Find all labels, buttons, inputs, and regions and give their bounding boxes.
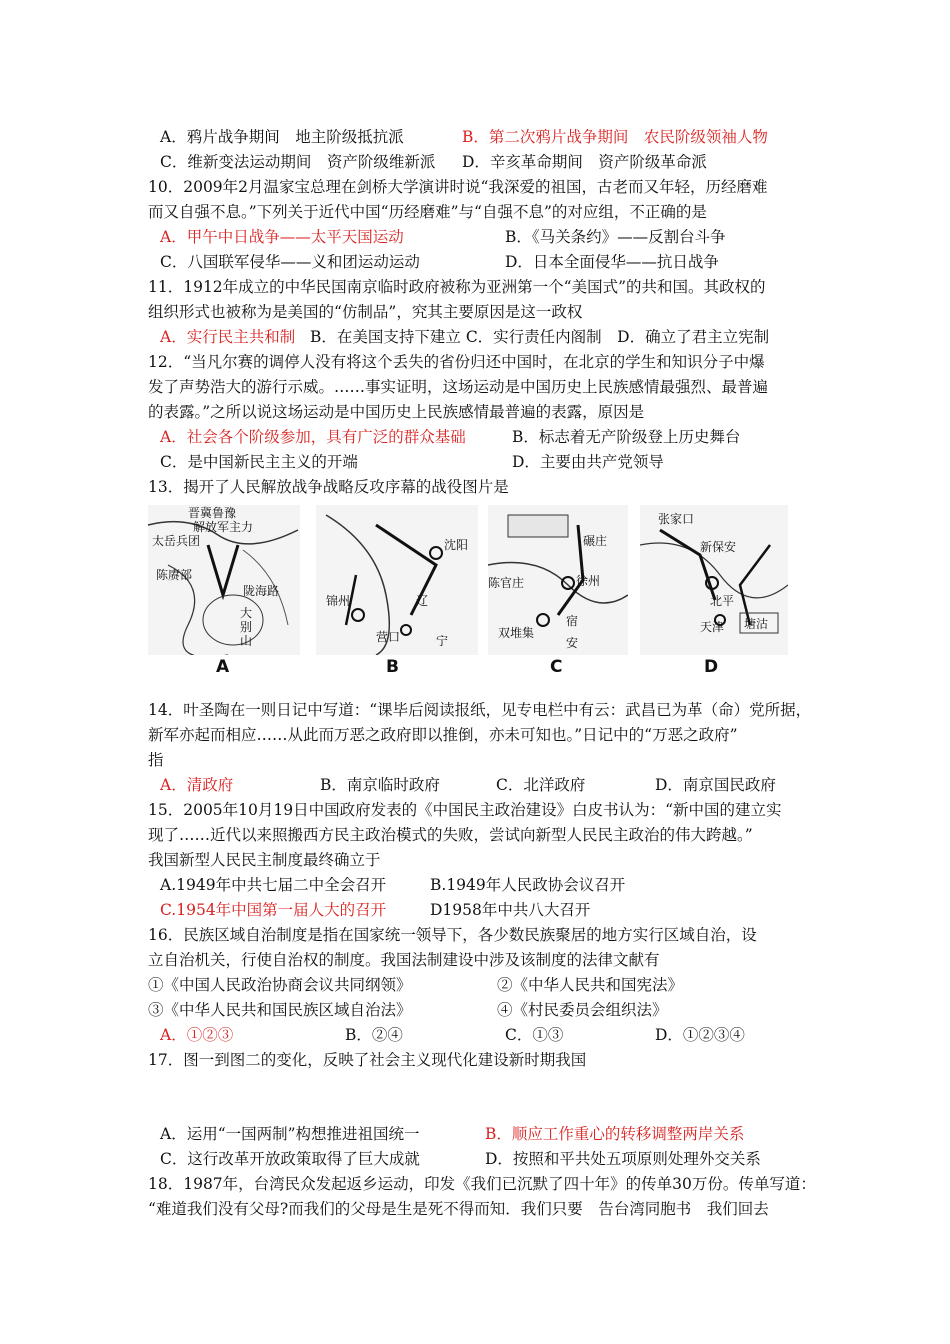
map-b-place-5: 宁 <box>436 634 449 648</box>
map-d-place-1: 张家口 <box>658 512 695 526</box>
q16-item-3: ③《中华人民共和国民族区域自治法》 <box>148 1001 412 1019</box>
q9-option-b: B．第二次鸦片战争期间 农民阶级领袖人物 <box>462 128 768 146</box>
map-a-place-4: 陈赓部 <box>156 568 193 582</box>
q17-option-b: B．顺应工作重心的转移调整两岸关系 <box>485 1125 745 1143</box>
map-d-label: D <box>704 657 719 677</box>
map-a-place-7: 别 <box>240 620 253 634</box>
map-d <box>640 505 788 655</box>
q13-stem: 13．揭开了人民解放战争战略反攻序幕的战役图片是 <box>148 478 509 496</box>
q14-stem-line-3: 指 <box>148 751 164 769</box>
q11-options-bcd: B．在美国支持下建立 C．实行责任内阁制 D．确立了君主立宪制 <box>310 328 770 346</box>
map-c-place-6: 安 <box>566 636 579 650</box>
q15-option-a: A.1949年中共七届二中全会召开 <box>160 876 387 894</box>
q12-option-c: C．是中国新民主主义的开端 <box>160 453 358 471</box>
q15-stem-line-1: 15．2005年10月19日中国政府发表的《中国民主政治建设》白皮书认为：“新中国的建立实 <box>148 801 782 819</box>
q15-option-d: D1958年中共八大召开 <box>430 901 591 919</box>
q14-option-a: A．清政府 <box>160 776 234 794</box>
map-a-place-5: 陇海路 <box>243 584 280 598</box>
q16-stem-line-2: 立自治机关，行使自治权的制度。我国法制建设中涉及该制度的法律文献有 <box>148 951 660 969</box>
q9-option-c: C．维新变法运动期间 资产阶级维新派 <box>160 153 436 171</box>
map-a-place-3: 太岳兵团 <box>152 534 201 548</box>
q16-item-4: ④《村民委员会组织法》 <box>497 1001 668 1019</box>
map-d-place-3: 北平 <box>710 594 735 608</box>
map-c-place-1: 碾庄 <box>583 534 608 548</box>
q14-option-c: C．北洋政府 <box>496 776 586 794</box>
map-a-label: A <box>216 657 230 677</box>
q11-stem-line-2: 组织形式也被称为是美国的“仿制品”，究其主要原因是这一政权 <box>148 303 583 321</box>
battle-maps <box>148 505 788 683</box>
map-c-place-2: 徐州 <box>576 574 601 588</box>
map-b <box>316 505 478 655</box>
map-a <box>148 505 300 655</box>
map-d-place-2: 新保安 <box>700 540 737 554</box>
q12-option-a: A．社会各个阶级参加，具有广泛的群众基础 <box>160 428 466 446</box>
q10-option-c: C．八国联军侵华——义和团运动运动 <box>160 253 420 271</box>
q15-stem-line-2: 现了……近代以来照搬西方民主政治模式的失败，尝试向新型人民民主政治的伟大跨越。” <box>148 826 753 844</box>
map-b-label: B <box>386 657 399 677</box>
q14-stem-line-2: 新军亦起而相应……从此而万恶之政府即以推倒，亦未可知也。”日记中的“万恶之政府” <box>148 726 738 744</box>
q18-stem-line-2: “难道我们没有父母?而我们的父母是生是死不得而知．我们只要 告台湾同胞书 我们回去 <box>148 1200 769 1218</box>
q12-stem-line-3: 的表露。”之所以说这场运动是中国历史上民族感情最普遍的表露，原因是 <box>148 403 645 421</box>
map-b-place-3: 营口 <box>376 630 401 644</box>
q10-option-a: A．甲午中日战争——太平天国运动 <box>160 228 404 246</box>
q12-stem-line-1: 12．“当凡尔赛的调停人没有将这个丢失的省份归还中国时，在北京的学生和知识分子中爆 <box>148 353 765 371</box>
q14-option-b: B．南京临时政府 <box>320 776 440 794</box>
q15-option-b: B.1949年人民政协会议召开 <box>430 876 626 894</box>
q17-stem: 17．图一到图二的变化，反映了社会主义现代化建设新时期我国 <box>148 1051 587 1069</box>
q10-option-b: B．《马关条约》——反割台斗争 <box>505 228 726 246</box>
map-a-place-6: 大 <box>240 606 253 620</box>
map-a-place-8: 山 <box>240 634 253 648</box>
q16-option-a: A．①②③ <box>160 1026 234 1044</box>
q12-option-d: D．主要由共产党领导 <box>512 453 664 471</box>
map-d-place-5: 塘沽 <box>744 617 769 631</box>
q17-option-c: C．这行改革开放政策取得了巨大成就 <box>160 1150 420 1168</box>
q15-option-c: C.1954年中国第一届人大的召开 <box>160 901 387 919</box>
q14-stem-line-1: 14．叶圣陶在一则日记中写道：“课毕后阅读报纸，见专电栏中有云：武昌已为革（命）党所据， <box>148 701 812 719</box>
map-c-place-5: 宿 <box>566 614 579 628</box>
q10-stem-line-2: 而又自强不息。”下列关于近代中国“历经磨难”与“自强不息”的对应组，不正确的是 <box>148 203 707 221</box>
q10-option-d: D．日本全面侵华——抗日战争 <box>505 253 719 271</box>
q12-option-b: B．标志着无产阶级登上历史舞台 <box>512 428 741 446</box>
map-c <box>488 505 628 655</box>
q9-option-a: A．鸦片战争期间 地主阶级抵抗派 <box>160 128 404 146</box>
map-c-label: C <box>550 657 563 677</box>
q14-option-d: D．南京国民政府 <box>655 776 776 794</box>
q16-option-c: C．①③ <box>505 1026 564 1044</box>
q15-stem-line-3: 我国新型人民民主制度最终确立于 <box>148 851 381 869</box>
q16-option-d: D．①②③④ <box>655 1026 745 1044</box>
map-a-place-1: 晋冀鲁豫 <box>188 506 237 520</box>
map-a-place-2: 解放军主力 <box>193 520 254 534</box>
q16-option-b: B．②④ <box>345 1026 403 1044</box>
q17-option-d: D．按照和平共处五项原则处理外交关系 <box>485 1150 761 1168</box>
map-c-place-3: 陈官庄 <box>488 576 525 590</box>
map-b-place-1: 锦州 <box>326 594 351 608</box>
map-b-place-2: 沈阳 <box>444 538 469 552</box>
q17-option-a: A．运用“一国两制”构想推进祖国统一 <box>160 1125 420 1143</box>
q11-option-a: A．实行民主共和制 <box>160 328 296 346</box>
q9-option-d: D．辛亥革命期间 资产阶级革命派 <box>462 153 707 171</box>
map-d-place-4: 天津 <box>700 620 725 634</box>
q16-stem-line-1: 16．民族区域自治制度是指在国家统一领导下，各少数民族聚居的地方实行区域自治，设 <box>148 926 757 944</box>
q16-item-1: ①《中国人民政治协商会议共同纲领》 <box>148 976 412 994</box>
q12-stem-line-2: 发了声势浩大的游行示威。……事实证明，这场运动是中国历史上民族感情最强烈、最普遍 <box>148 378 769 396</box>
q16-item-2: ②《中华人民共和国宪法》 <box>497 976 684 994</box>
map-b-place-4: 辽 <box>416 594 429 608</box>
q18-stem-line-1: 18．1987年，台湾民众发起返乡运动，印发《我们已沉默了四十年》的传单30万份。传单写道： <box>148 1175 816 1193</box>
q11-stem-line-1: 11．1912年成立的中华民国南京临时政府被称为亚洲第一个“美国式”的共和国。其政权的 <box>148 278 766 296</box>
q10-stem-line-1: 10．2009年2月温家宝总理在剑桥大学演讲时说“我深爱的祖国，古老而又年轻，历经磨难 <box>148 178 768 196</box>
map-c-place-4: 双堆集 <box>498 626 535 640</box>
